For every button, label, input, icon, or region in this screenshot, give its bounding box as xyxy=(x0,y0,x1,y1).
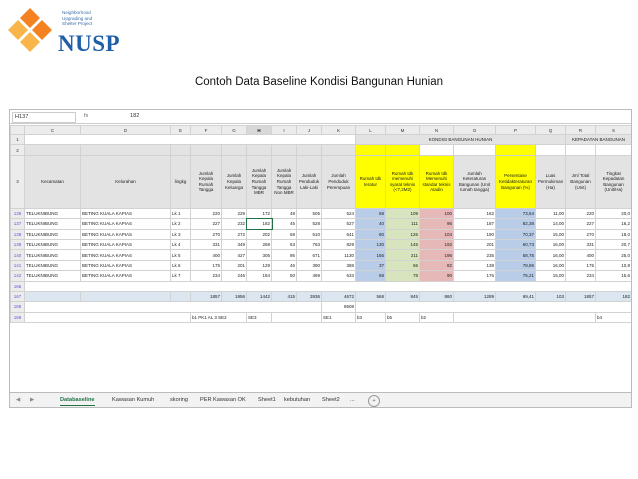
row-166 xyxy=(11,281,632,291)
cell[interactable] xyxy=(81,145,171,155)
cell-kelurahan[interactable]: BETING KUALA KAPIAS xyxy=(81,208,171,218)
header-n[interactable]: Rumah tdk Memenuhi standar teknis Atadin xyxy=(420,155,454,208)
cell-i[interactable]: 63 xyxy=(272,239,297,249)
row-header[interactable]: 139 xyxy=(11,239,25,249)
group-header-kepadatan[interactable]: KEPADATAN BANGUNAN xyxy=(566,135,632,145)
table-row xyxy=(11,250,632,260)
cell-o[interactable]: 176 xyxy=(454,271,496,281)
cell-m[interactable]: 126 xyxy=(386,229,420,239)
table-row xyxy=(11,208,632,218)
cell-kelurahan[interactable]: BETING KUALA KAPIAS xyxy=(81,271,171,281)
cell[interactable] xyxy=(247,145,272,155)
cell-kelurahan[interactable]: BETING KUALA KAPIAS xyxy=(81,260,171,270)
header-f[interactable]: Jumlah Kepala Rumah Tangga xyxy=(191,155,222,208)
col-header-h[interactable]: H xyxy=(247,126,272,135)
table-row xyxy=(11,239,632,249)
cell-m[interactable]: 111 xyxy=(386,219,420,229)
cell[interactable] xyxy=(454,145,496,155)
cell-f[interactable]: 331 xyxy=(191,239,222,249)
tab-kebutuhan[interactable]: kebutuhan xyxy=(284,397,311,403)
nusp-logo xyxy=(6,6,121,56)
cell-m[interactable]: 109 xyxy=(386,208,420,218)
total-f[interactable]: 1857 xyxy=(191,291,222,301)
row-header[interactable]: 136 xyxy=(11,208,25,218)
cell-p[interactable]: 58,75 xyxy=(496,250,536,260)
cell-n[interactable]: 90 xyxy=(420,271,454,281)
cell-j[interactable]: 763 xyxy=(297,239,322,249)
cell-m169[interactable]: b5 xyxy=(386,312,420,322)
cell-g[interactable]: 349 xyxy=(222,239,247,249)
cell[interactable] xyxy=(25,281,632,291)
cell-n[interactable]: 96 xyxy=(420,219,454,229)
cell[interactable] xyxy=(25,135,356,145)
cell-i[interactable]: 45 xyxy=(272,219,297,229)
cell-h[interactable]: 268 xyxy=(247,239,272,249)
col-header-j[interactable]: J xyxy=(297,126,322,135)
cell[interactable] xyxy=(496,145,536,155)
logo-tagline: Neighborhood Upgrading and Shelter Project xyxy=(62,10,93,27)
cell-q[interactable]: 16,00 xyxy=(536,239,566,249)
cell-g[interactable]: 246 xyxy=(222,271,247,281)
cell-f[interactable]: 400 xyxy=(191,250,222,260)
header-row xyxy=(11,155,632,208)
cell-r[interactable]: 331 xyxy=(566,239,596,249)
header-r[interactable]: Jml Total Bangunan (Unit) xyxy=(566,155,596,208)
cell[interactable] xyxy=(25,291,81,301)
cell-f[interactable]: 234 xyxy=(191,271,222,281)
cell-h[interactable]: 182 xyxy=(247,219,272,229)
total-m[interactable]: 845 xyxy=(386,291,420,301)
cell-h[interactable]: 305 xyxy=(247,250,272,260)
cell-k[interactable]: 633 xyxy=(322,271,356,281)
cell-g[interactable]: 427 xyxy=(222,250,247,260)
cell-i[interactable]: 48 xyxy=(272,208,297,218)
row-168 xyxy=(11,302,632,312)
cell-n[interactable]: 196 xyxy=(420,250,454,260)
header-q[interactable]: Luas Permukiman (Ha) xyxy=(536,155,566,208)
row-header[interactable]: 1 xyxy=(11,135,25,145)
tab-sheet1[interactable]: Sheet1 xyxy=(258,397,276,403)
col-header-r[interactable]: R xyxy=(566,126,596,135)
cell-g[interactable]: 201 xyxy=(222,260,247,270)
cell-n[interactable]: 82 xyxy=(420,260,454,270)
col-header-l[interactable]: L xyxy=(356,126,386,135)
group-header-kondisi[interactable]: KONDISI BANGUNAN HUNIAN xyxy=(356,135,566,145)
cell-f[interactable]: 227 xyxy=(191,219,222,229)
total-p[interactable]: 69,41 xyxy=(496,291,536,301)
header-kecamatan[interactable]: Kecamatan xyxy=(25,155,81,208)
cell[interactable] xyxy=(25,302,322,312)
cell[interactable] xyxy=(272,145,297,155)
cell-lingkungan[interactable]: Lk 1 xyxy=(171,208,191,218)
cell[interactable] xyxy=(536,145,566,155)
tab-more[interactable]: ... xyxy=(350,397,355,403)
cell-k[interactable]: 829 xyxy=(322,239,356,249)
row-header[interactable]: 2 xyxy=(11,145,25,155)
cell-s[interactable]: 16,2 xyxy=(596,219,632,229)
cell-lingkungan[interactable]: Lk 5 xyxy=(171,250,191,260)
cell-lingkungan[interactable]: Lk 7 xyxy=(171,271,191,281)
cell-h[interactable]: 172 xyxy=(247,208,272,218)
logo-name: NUSP xyxy=(58,31,121,56)
tab-per-kawasan-ok[interactable]: PER Kawasan OK xyxy=(200,397,246,403)
cell[interactable] xyxy=(420,145,454,155)
cell-k[interactable]: 388 xyxy=(322,260,356,270)
column-header-row xyxy=(11,126,632,135)
cell-q[interactable]: 16,00 xyxy=(536,260,566,270)
cell[interactable] xyxy=(386,145,420,155)
cell-kelurahan[interactable]: BETING KUALA KAPIAS xyxy=(81,219,171,229)
cell-l[interactable]: 80 xyxy=(356,229,386,239)
cell-k[interactable]: 524 xyxy=(322,208,356,218)
col-header-s[interactable]: S xyxy=(596,126,632,135)
cell-g[interactable]: 229 xyxy=(222,208,247,218)
cell[interactable] xyxy=(171,291,191,301)
row-header[interactable]: 141 xyxy=(11,260,25,270)
table-row xyxy=(11,219,632,229)
row-header[interactable]: 168 xyxy=(11,302,25,312)
cell-j[interactable]: 469 xyxy=(297,271,322,281)
cell-m[interactable]: 65 xyxy=(386,260,420,270)
col-header-m[interactable]: M xyxy=(386,126,420,135)
col-header-i[interactable]: I xyxy=(272,126,297,135)
cell-o[interactable]: 138 xyxy=(454,260,496,270)
cell-r[interactable]: 270 xyxy=(566,229,596,239)
logo-mark-icon xyxy=(6,6,54,52)
cell-q[interactable]: 14,00 xyxy=(536,219,566,229)
cell-o[interactable]: 190 xyxy=(454,229,496,239)
cell-i[interactable]: 50 xyxy=(272,271,297,281)
header-p[interactable]: Persentase Ketidakteraturan Bangunan (%) xyxy=(496,155,536,208)
col-header-c[interactable]: C xyxy=(25,126,81,135)
row-169 xyxy=(11,312,632,322)
cell-j[interactable]: 610 xyxy=(297,229,322,239)
cell[interactable] xyxy=(322,145,356,155)
cell-s[interactable]: 20,7 xyxy=(596,239,632,249)
cell-s[interactable]: 25,0 xyxy=(596,250,632,260)
cell-n[interactable]: 192 xyxy=(420,239,454,249)
cell[interactable] xyxy=(191,145,222,155)
cell-f[interactable]: 270 xyxy=(191,229,222,239)
cell-l[interactable]: 58 xyxy=(356,208,386,218)
cell[interactable] xyxy=(566,145,596,155)
cell[interactable] xyxy=(454,312,596,322)
cell-lingkungan[interactable]: Lk 2 xyxy=(171,219,191,229)
cell-h[interactable]: 202 xyxy=(247,229,272,239)
cell-kecamatan[interactable]: TELUKNIBUNG xyxy=(25,229,81,239)
cell-f[interactable]: 220 xyxy=(191,208,222,218)
cell[interactable] xyxy=(297,145,322,155)
cell-p[interactable]: 70,37 xyxy=(496,229,536,239)
cell-r[interactable]: 234 xyxy=(566,271,596,281)
table-row xyxy=(11,271,632,281)
row-header[interactable]: 3 xyxy=(11,155,25,208)
cell-j[interactable]: 390 xyxy=(297,260,322,270)
cell-s[interactable]: 10,9 xyxy=(596,260,632,270)
cell-i[interactable]: 95 xyxy=(272,250,297,260)
cell-m[interactable]: 211 xyxy=(386,250,420,260)
cell-l[interactable]: 40 xyxy=(356,219,386,229)
cell-r[interactable]: 400 xyxy=(566,250,596,260)
row-1 xyxy=(11,135,632,145)
cell-q[interactable]: 15,00 xyxy=(536,271,566,281)
cell-k[interactable]: 1130 xyxy=(322,250,356,260)
cell-lingkungan[interactable]: Lk 3 xyxy=(171,229,191,239)
col-header-o[interactable]: O xyxy=(454,126,496,135)
formula-value[interactable]: 182 xyxy=(130,113,140,119)
header-m[interactable]: Rumah tdk memenuhi syarat teknis (<7,2M2) xyxy=(386,155,420,208)
col-header-k[interactable]: K xyxy=(322,126,356,135)
cell-i[interactable]: 46 xyxy=(272,260,297,270)
tab-kawasan-kumuh[interactable]: Kawasan Kumuh xyxy=(112,397,155,403)
total-h[interactable]: 1442 xyxy=(247,291,272,301)
data-rows xyxy=(11,208,632,281)
header-k[interactable]: Jumlah Penduduk Perempuan xyxy=(322,155,356,208)
total-j[interactable]: 3936 xyxy=(297,291,322,301)
total-l[interactable]: 568 xyxy=(356,291,386,301)
header-l[interactable]: Rumah tdk teratur xyxy=(356,155,386,208)
name-box[interactable]: H137 xyxy=(12,112,76,123)
total-o[interactable]: 1289 xyxy=(454,291,496,301)
total-r[interactable]: 1857 xyxy=(566,291,596,301)
cell-q[interactable]: 16,00 xyxy=(536,250,566,260)
row-header[interactable]: 142 xyxy=(11,271,25,281)
cell-h[interactable]: 184 xyxy=(247,271,272,281)
cell-l[interactable]: 130 xyxy=(356,239,386,249)
cell-kecamatan[interactable]: TELUKNIBUNG xyxy=(25,239,81,249)
cell-g[interactable]: 232 xyxy=(222,219,247,229)
cell-o[interactable]: 201 xyxy=(454,239,496,249)
cell-i[interactable]: 68 xyxy=(272,229,297,239)
header-i[interactable]: Jumlah Kepala Rumah Tangga Non MBR xyxy=(272,155,297,208)
cell-r[interactable]: 175 xyxy=(566,260,596,270)
cell-m[interactable]: 145 xyxy=(386,239,420,249)
sheet-tabs-bar xyxy=(10,392,631,408)
total-n[interactable]: 860 xyxy=(420,291,454,301)
total-i[interactable]: 415 xyxy=(272,291,297,301)
header-lingkungan[interactable]: lingkg xyxy=(171,155,191,208)
totals-row xyxy=(11,291,632,301)
cell-o[interactable]: 187 xyxy=(454,219,496,229)
cell-k[interactable]: 641 xyxy=(322,229,356,239)
col-header-e[interactable]: E xyxy=(171,126,191,135)
cell-lingkungan[interactable]: Lk 6 xyxy=(171,260,191,270)
cell-o[interactable]: 235 xyxy=(454,250,496,260)
total-q[interactable]: 103 xyxy=(536,291,566,301)
cell-n[interactable]: 100 xyxy=(420,208,454,218)
col-header-f[interactable]: F xyxy=(191,126,222,135)
cell-g[interactable]: 272 xyxy=(222,229,247,239)
row-2 xyxy=(11,145,632,155)
cell-lingkungan[interactable]: Lk 4 xyxy=(171,239,191,249)
cell-kecamatan[interactable]: TELUKNIBUNG xyxy=(25,208,81,218)
cell-kecamatan[interactable]: TELUKNIBUNG xyxy=(25,219,81,229)
cell-q[interactable]: 11,00 xyxy=(536,208,566,218)
cell-s169[interactable]: b4 xyxy=(596,312,632,322)
cell-l[interactable]: 58 xyxy=(356,271,386,281)
add-sheet-button[interactable]: + xyxy=(368,395,380,407)
cell-k169[interactable]: SE1 xyxy=(322,312,356,322)
cell-r[interactable]: 220 xyxy=(566,208,596,218)
cell-q[interactable]: 15,00 xyxy=(536,229,566,239)
cell-kelurahan[interactable]: BETING KUALA KAPIAS xyxy=(81,229,171,239)
total-k[interactable]: 4672 xyxy=(322,291,356,301)
cell-s[interactable]: 20,0 xyxy=(596,208,632,218)
cell-l[interactable]: 165 xyxy=(356,250,386,260)
row-header[interactable]: 167 xyxy=(11,291,25,301)
col-header-n[interactable]: N xyxy=(420,126,454,135)
cell-p[interactable]: 82,38 xyxy=(496,219,536,229)
tab-skoring[interactable]: skoring xyxy=(170,397,189,403)
cell-h[interactable]: 129 xyxy=(247,260,272,270)
cell[interactable] xyxy=(171,145,191,155)
cell-j[interactable]: 505 xyxy=(297,208,322,218)
corner-cell[interactable] xyxy=(11,126,25,135)
cell[interactable] xyxy=(272,312,322,322)
cell-p[interactable]: 75,21 xyxy=(496,271,536,281)
cell-kecamatan[interactable]: TELUKNIBUNG xyxy=(25,250,81,260)
cell-j[interactable]: 528 xyxy=(297,219,322,229)
cell-kecamatan[interactable]: TELUKNIBUNG xyxy=(25,271,81,281)
header-h[interactable]: Jumlah Kepala Rumah Tangga MBR xyxy=(247,155,272,208)
cell-kelurahan[interactable]: BETING KUALA KAPIAS xyxy=(81,250,171,260)
table-row xyxy=(11,229,632,239)
cell-s[interactable]: 18,0 xyxy=(596,229,632,239)
table-row xyxy=(11,260,632,270)
total-s[interactable]: 182 xyxy=(596,291,632,301)
cell[interactable] xyxy=(25,145,81,155)
formula-bar xyxy=(10,110,631,124)
cell-s[interactable]: 15,6 xyxy=(596,271,632,281)
col-header-p[interactable]: P xyxy=(496,126,536,135)
col-header-d[interactable]: D xyxy=(81,126,171,135)
cell-r[interactable]: 227 xyxy=(566,219,596,229)
cell[interactable] xyxy=(25,312,191,322)
cell-m[interactable]: 78 xyxy=(386,271,420,281)
cell-l169[interactable]: b3 xyxy=(356,312,386,322)
header-o[interactable]: Jumlah Keteraturan Bangunan (Unit rumah tangga) xyxy=(454,155,496,208)
row-header[interactable]: 138 xyxy=(11,229,25,239)
total-g[interactable]: 1956 xyxy=(222,291,247,301)
col-header-g[interactable]: G xyxy=(222,126,247,135)
cell-kecamatan[interactable]: TELUKNIBUNG xyxy=(25,260,81,270)
spreadsheet-grid xyxy=(10,125,632,323)
slide-title: Contoh Data Baseline Kondisi Bangunan Hunian xyxy=(194,76,444,88)
row-header[interactable]: 166 xyxy=(11,281,25,291)
col-header-q[interactable]: Q xyxy=(536,126,566,135)
tab-prev-icon[interactable]: ◀ xyxy=(16,397,21,403)
cell-h169[interactable]: SE3 xyxy=(247,312,272,322)
cell-n[interactable]: 104 xyxy=(420,229,454,239)
cell-kelurahan[interactable]: BETING KUALA KAPIAS xyxy=(81,239,171,249)
spreadsheet-screenshot xyxy=(9,109,632,408)
cell[interactable] xyxy=(596,145,632,155)
cell-j[interactable]: 671 xyxy=(297,250,322,260)
cell-f169[interactable]: b1 PK1 AL 3 SE2 xyxy=(191,312,247,322)
cell-k[interactable]: 527 xyxy=(322,219,356,229)
row-header[interactable]: 137 xyxy=(11,219,25,229)
cell[interactable] xyxy=(222,145,247,155)
tab-sheet2[interactable]: Sheet2 xyxy=(322,397,340,403)
tab-databaseline[interactable]: Databaseline xyxy=(60,396,95,406)
header-j[interactable]: Jumlah Penduduk Laki-Laki xyxy=(297,155,322,208)
row-header[interactable]: 140 xyxy=(11,250,25,260)
header-s[interactable]: Tingkat Kepadatan Bangunan (Unit/Ha) xyxy=(596,155,632,208)
cell-k168[interactable]: 8608 xyxy=(322,302,356,312)
cell-n169[interactable]: b2 xyxy=(420,312,454,322)
cell[interactable] xyxy=(81,291,171,301)
cell-f[interactable]: 175 xyxy=(191,260,222,270)
tab-next-icon[interactable]: ▶ xyxy=(30,397,35,403)
cell-p[interactable]: 78,86 xyxy=(496,260,536,270)
cell[interactable] xyxy=(356,302,632,312)
header-kelurahan[interactable]: Kelurahan xyxy=(81,155,171,208)
row-header[interactable]: 169 xyxy=(11,312,25,322)
cell-p[interactable]: 73,64 xyxy=(496,208,536,218)
cell-p[interactable]: 60,73 xyxy=(496,239,536,249)
cell-l[interactable]: 37 xyxy=(356,260,386,270)
header-g[interactable]: Jumlah Kepala Keluarga xyxy=(222,155,247,208)
cell[interactable] xyxy=(356,145,386,155)
fx-icon: fx xyxy=(84,113,89,119)
cell-o[interactable]: 162 xyxy=(454,208,496,218)
